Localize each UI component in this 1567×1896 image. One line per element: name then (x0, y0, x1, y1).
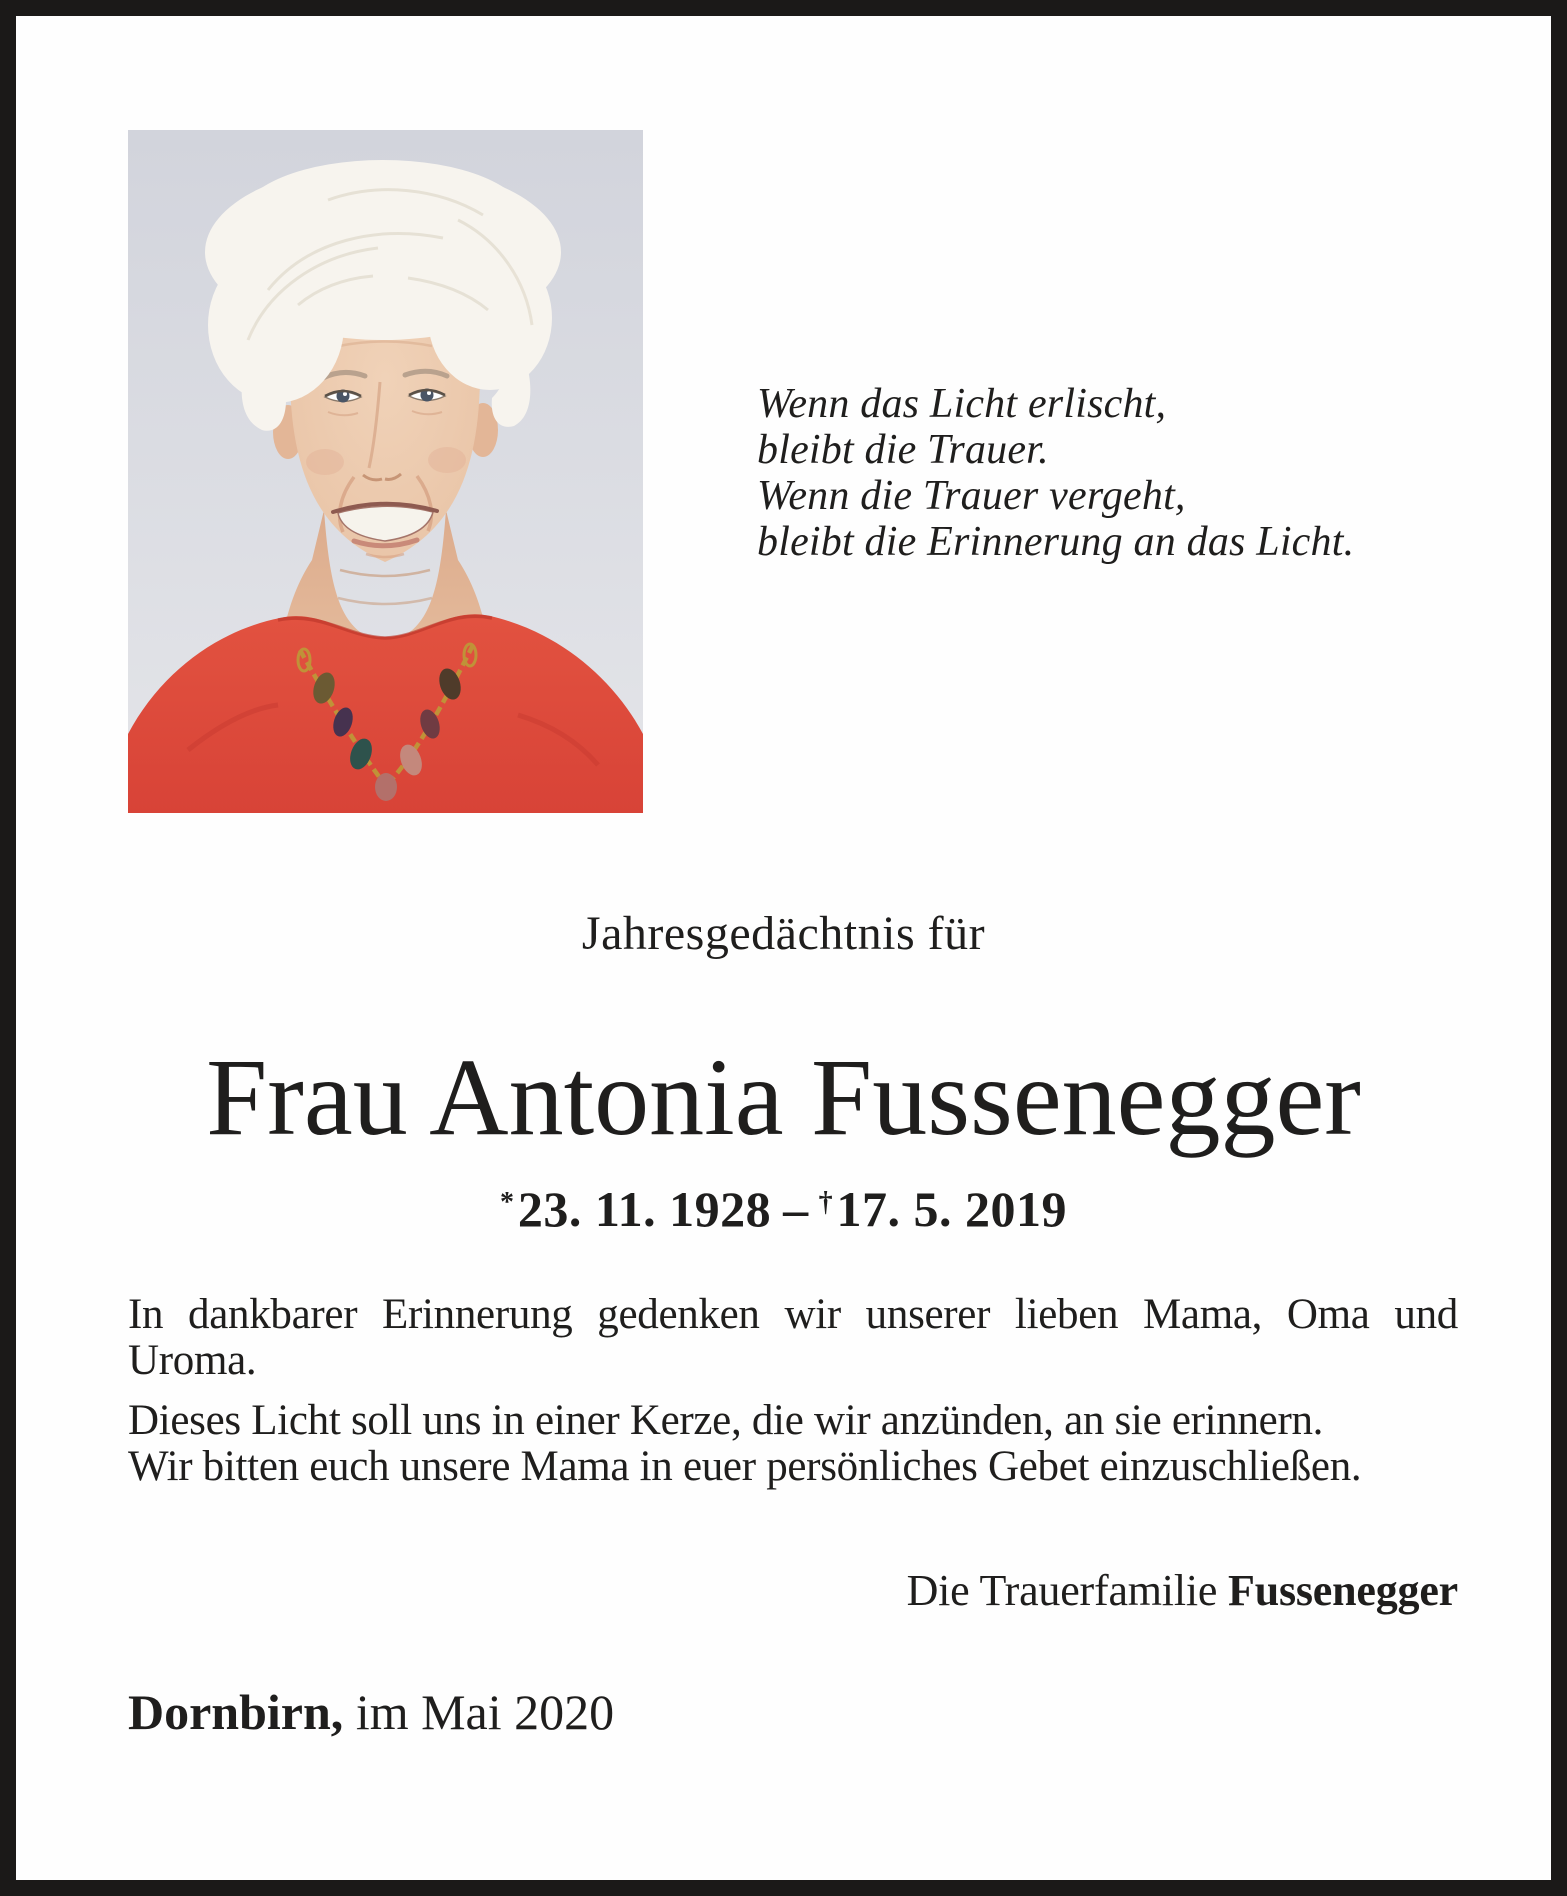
family-name: Fussenegger (1228, 1566, 1458, 1615)
birth-symbol: * (500, 1187, 515, 1219)
poem (757, 381, 1354, 565)
closing-line (128, 1567, 1458, 1615)
remembrance-line-2: Uroma. (128, 1337, 257, 1384)
death-date: 17. 5. 2019 (836, 1181, 1067, 1237)
closing-prefix: Die Trauerfamilie (906, 1566, 1229, 1615)
place-name: Dornbirn, (128, 1684, 344, 1740)
place-date-line (128, 1684, 614, 1740)
poem-line: Wenn die Trauer vergeht, (757, 473, 1186, 519)
occasion-heading: Jahresgedächtnis für (581, 907, 986, 960)
birth-date: 23. 11. 1928 (517, 1181, 772, 1237)
poem-line: Wenn das Licht erlischt, (757, 381, 1167, 427)
date-text: im Mai 2020 (343, 1684, 615, 1740)
remembrance-line-1: In dankbarer Erinnerung gedenken wir unserer lieben Mama, Oma und (128, 1291, 1458, 1338)
dates-separator: – (783, 1181, 809, 1237)
poem-line: bleibt die Erinnerung an das Licht. (757, 519, 1355, 565)
card-sheet (16, 16, 1551, 1880)
candle-line-1: Dieses Licht soll uns in einer Kerze, die wir anzünden, an sie erinnern. (128, 1397, 1324, 1444)
life-dates (16, 1181, 1551, 1246)
remembrance-paragraph (128, 1292, 1458, 1384)
poem-line: bleibt die Trauer. (757, 427, 1049, 473)
candle-paragraph (128, 1398, 1458, 1490)
candle-line-2: Wir bitten euch unsere Mama in euer persönliches Gebet einzuschließen. (128, 1443, 1362, 1490)
deceased-name: Frau Antonia Fussenegger (206, 1036, 1361, 1158)
death-symbol: † (818, 1187, 834, 1219)
portrait-illustration (128, 130, 643, 813)
portrait-photo (128, 130, 643, 813)
